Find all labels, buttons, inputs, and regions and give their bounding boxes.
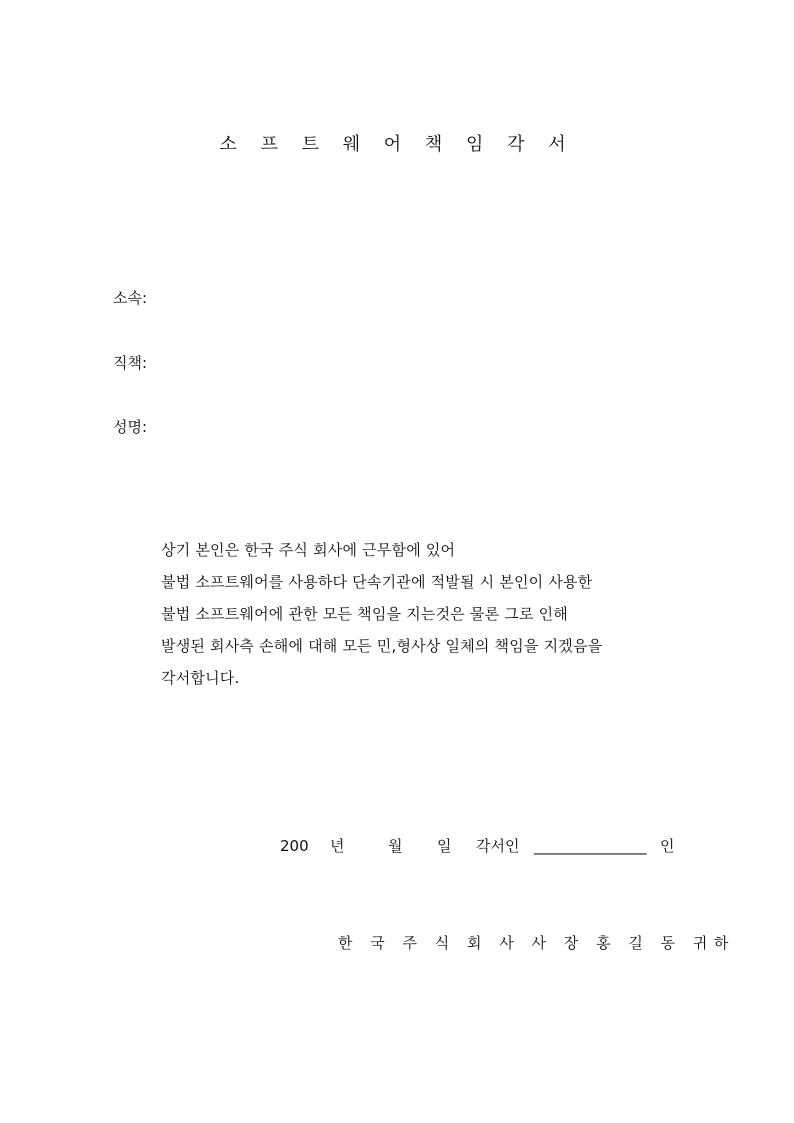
- document-title: 소 프 트 웨 어 책 임 각 서: [219, 134, 575, 155]
- signature-year: 200: [280, 837, 309, 855]
- signature-year-unit: 년: [330, 837, 345, 855]
- pledge-line: 발생된 회사측 손해에 대해 모든 민,형사상 일체의 책임을 지겠음을: [161, 637, 603, 655]
- signature-month-unit: 월: [388, 837, 403, 855]
- pledge-line: 각서합니다.: [161, 669, 240, 687]
- name-label: 성명:: [113, 418, 148, 436]
- pledge-line: 불법 소프트웨어에 관한 모든 책임을 지는것은 물론 그로 인해: [161, 605, 568, 623]
- position-label: 직책:: [113, 354, 148, 372]
- signer-blank: _______________: [534, 837, 647, 855]
- seal-mark: 인: [660, 837, 675, 855]
- pledge-line: 불법 소프트웨어를 사용하다 단속기관에 적발될 시 본인이 사용한: [161, 573, 593, 591]
- pledge-line: 상기 본인은 한국 주식 회사에 근무함에 있어: [161, 541, 456, 559]
- addressee: 한 국 주 식 회 사 사 장 홍 길 동 귀하: [338, 934, 735, 952]
- signer-label: 각서인: [476, 837, 520, 855]
- signature-day-unit: 일: [437, 837, 452, 855]
- affiliation-label: 소속:: [113, 289, 148, 307]
- pledge-body: [161, 534, 721, 694]
